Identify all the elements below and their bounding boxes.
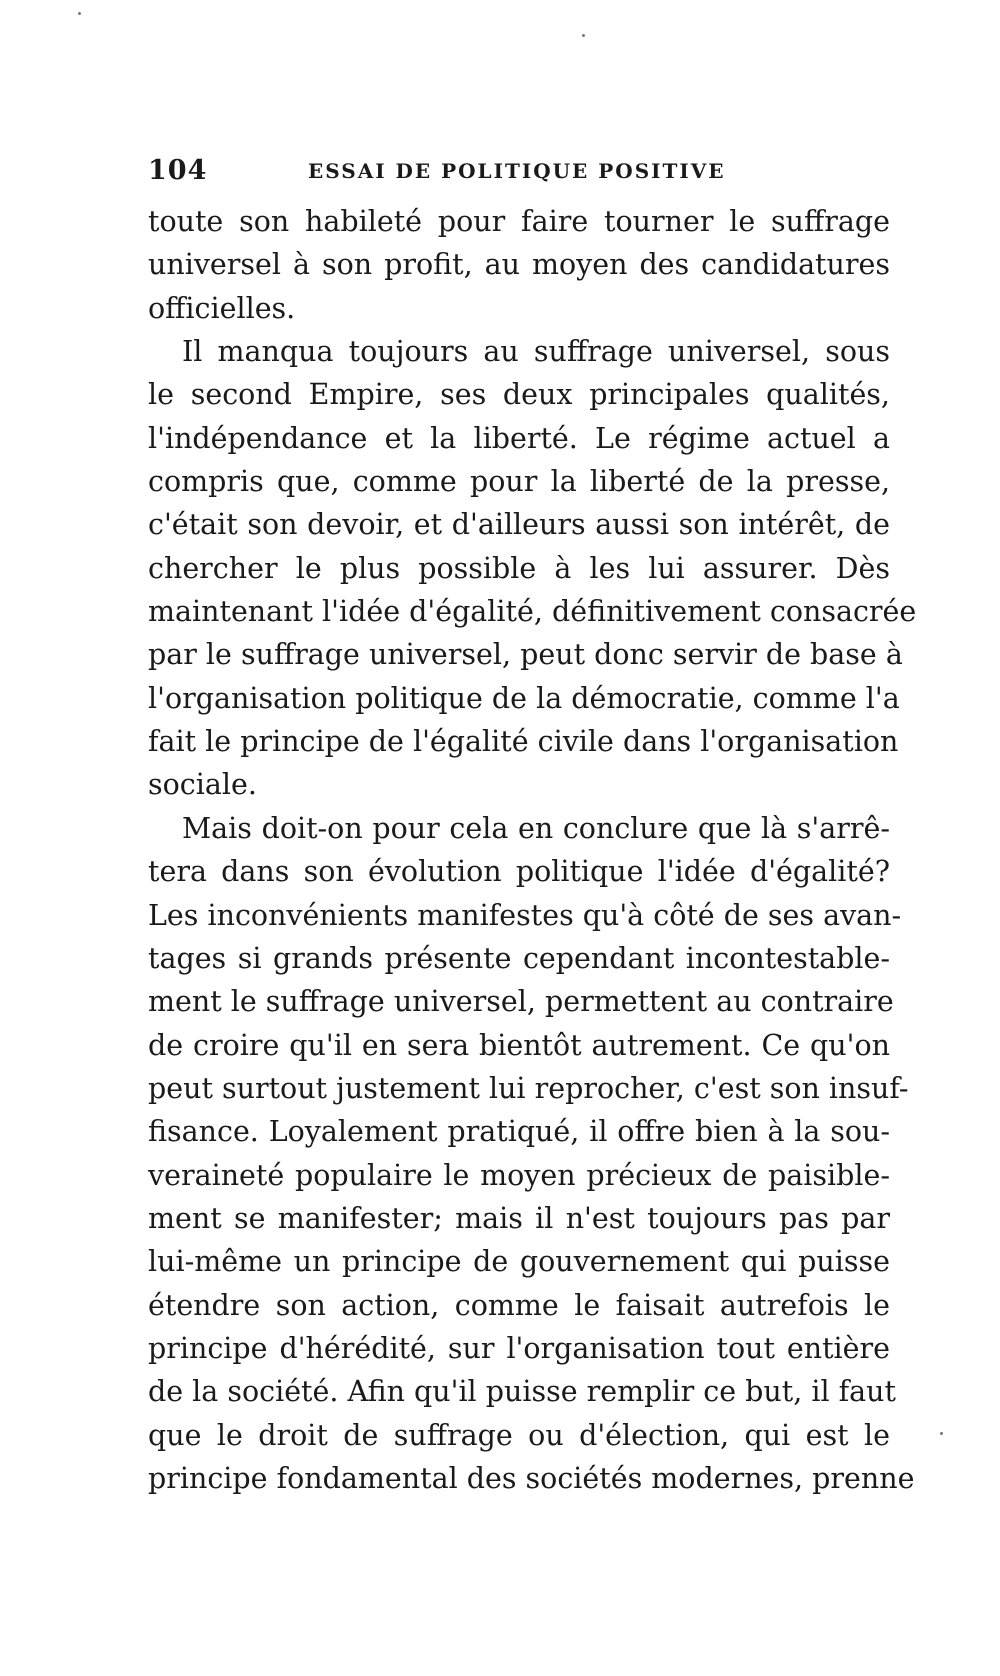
text-line: que le droit de suffrage ou d'élection, qui est le [148, 1418, 890, 1452]
text-line: le second Empire, ses deux principales qualités, [148, 378, 890, 412]
text-line: l'organisation politique de la démocratie, comme l'a [148, 681, 900, 715]
text-line: de la société. Afin qu'il puisse remplir ce but, il faut [148, 1375, 896, 1409]
text-line: compris que, comme pour la liberté de la presse, [148, 465, 890, 499]
running-head [148, 155, 878, 189]
text-line: peut surtout justement lui reprocher, c'est son insuf- [148, 1071, 909, 1105]
scan-speck [78, 12, 81, 15]
text-line: principe d'hérédité, sur l'organisation tout entière [148, 1331, 890, 1365]
text-line: ment le suffrage universel, permettent au contraire [148, 985, 894, 1019]
text-line: maintenant l'idée d'égalité, définitivement consacrée [148, 595, 917, 629]
text-line: sociale. [148, 768, 257, 802]
body-text [148, 200, 917, 1500]
text-line: Il manqua toujours au suffrage universel, sous [182, 335, 890, 369]
running-title: ESSAI DE POLITIQUE POSITIVE [308, 159, 726, 183]
text-line: officielles. [148, 291, 296, 325]
text-line: universel à son profit, au moyen des candidatures [148, 248, 890, 282]
text-line: Mais doit-on pour cela en conclure que là s'arrê- [182, 811, 890, 845]
text-line: veraineté populaire le moyen précieux de paisible- [148, 1158, 890, 1192]
text-line: étendre son action, comme le faisait autrefois le [148, 1288, 890, 1322]
text-line: tages si grands présente cependant incontestable- [148, 941, 890, 975]
text-line: toute son habileté pour faire tourner le suffrage [148, 205, 890, 238]
text-line: lui-même un principe de gouvernement qui puisse [148, 1245, 890, 1279]
text-line: fait le principe de l'égalité civile dans l'organisation [148, 725, 899, 759]
text-line: l'indépendance et la liberté. Le régime actuel a [148, 421, 890, 455]
page-number: 104 [148, 155, 208, 186]
text-line: fisance. Loyalement pratiqué, il offre bien à la sou- [148, 1115, 890, 1149]
scan-speck [940, 1432, 943, 1435]
scan-speck [582, 34, 585, 37]
text-line: principe fondamental des sociétés modernes, prenne [148, 1461, 915, 1495]
text-line: c'était son devoir, et d'ailleurs aussi son intérêt, de [148, 508, 890, 542]
text-line: chercher le plus possible à les lui assurer. Dès [148, 551, 890, 585]
text-line: tera dans son évolution politique l'idée d'égalité? [148, 855, 890, 889]
text-line: ment se manifester; mais il n'est toujours pas par [148, 1201, 890, 1235]
text-line: de croire qu'il en sera bientôt autrement. Ce qu'on [148, 1028, 890, 1062]
text-line: Les inconvénients manifestes qu'à côté de ses avan- [148, 898, 902, 932]
text-line: par le suffrage universel, peut donc servir de base à [148, 638, 903, 672]
